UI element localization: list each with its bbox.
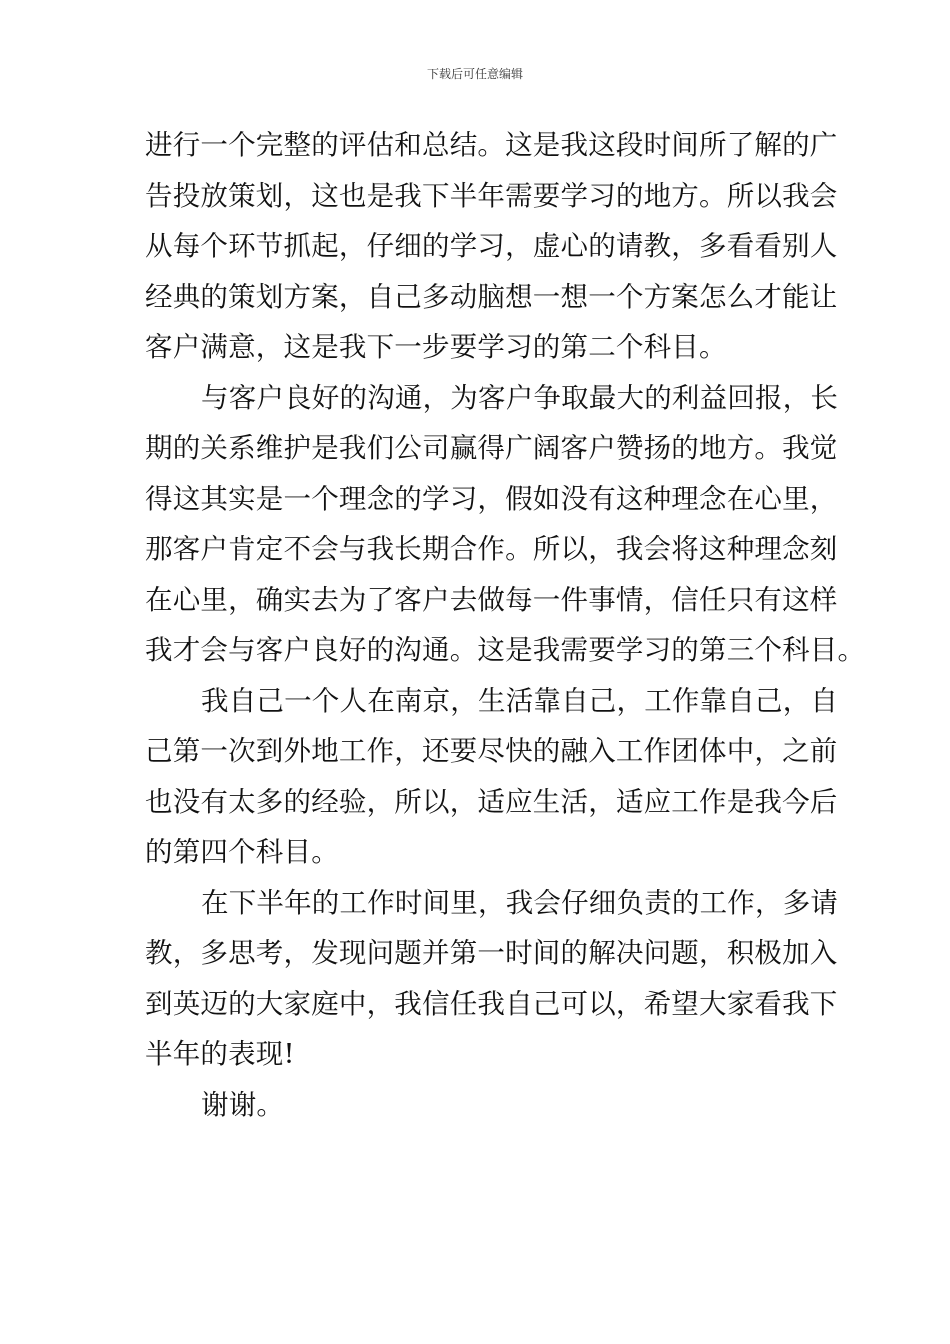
text-line: 到英迈的大家庭中，我信任我自己可以，希望大家看我下 [145, 987, 838, 1020]
paragraph-first-line: 与客户良好的沟通，为客户争取最大的利益回报，长 [201, 381, 839, 414]
text-line: 我才会与客户良好的沟通。这是我需要学习的第三个科目。 [145, 634, 866, 666]
paragraph-first-line: 在下半年的工作时间里，我会仔细负责的工作，多请 [201, 886, 839, 919]
text-line: 的第四个科目。 [145, 836, 339, 868]
paragraph-first-line: 我自己一个人在南京，生活靠自己，工作靠自己，自 [201, 684, 839, 717]
text-line: 期的关系维护是我们公司赢得广阔客户赞扬的地方。我觉 [145, 432, 838, 464]
closing-thanks: 谢谢。 [201, 1088, 285, 1121]
text-line: 那客户肯定不会与我长期合作。所以，我会将这种理念刻 [145, 533, 838, 565]
text-line: 教，多思考，发现问题并第一时间的解决问题，积极加入 [145, 937, 838, 969]
text-line: 进行一个完整的评估和总结。这是我这段时间所了解的广 [145, 129, 838, 161]
text-line: 告投放策划，这也是我下半年需要学习的地方。所以我会 [145, 179, 838, 212]
text-line: 客户满意，这是我下一步要学习的第二个科目。 [145, 331, 727, 363]
text-line: 得这其实是一个理念的学习，假如没有这种理念在心里， [145, 482, 838, 515]
document-body [145, 120, 866, 1130]
page-header: 下载后可任意编辑 [426, 67, 523, 81]
text-line: 半年的表现! [145, 1038, 295, 1070]
text-line: 从每个环节抓起，仔细的学习，虚心的请教，多看看别人 [145, 230, 838, 262]
text-line: 在心里，确实去为了客户去做每一件事情，信任只有这样 [145, 583, 838, 616]
text-line: 经典的策划方案，自己多动脑想一想一个方案怎么才能让 [145, 280, 838, 313]
text-line: 也没有太多的经验，所以，适应生活，适应工作是我今后 [145, 785, 838, 818]
text-line: 己第一次到外地工作，还要尽快的融入工作团体中，之前 [145, 735, 838, 767]
